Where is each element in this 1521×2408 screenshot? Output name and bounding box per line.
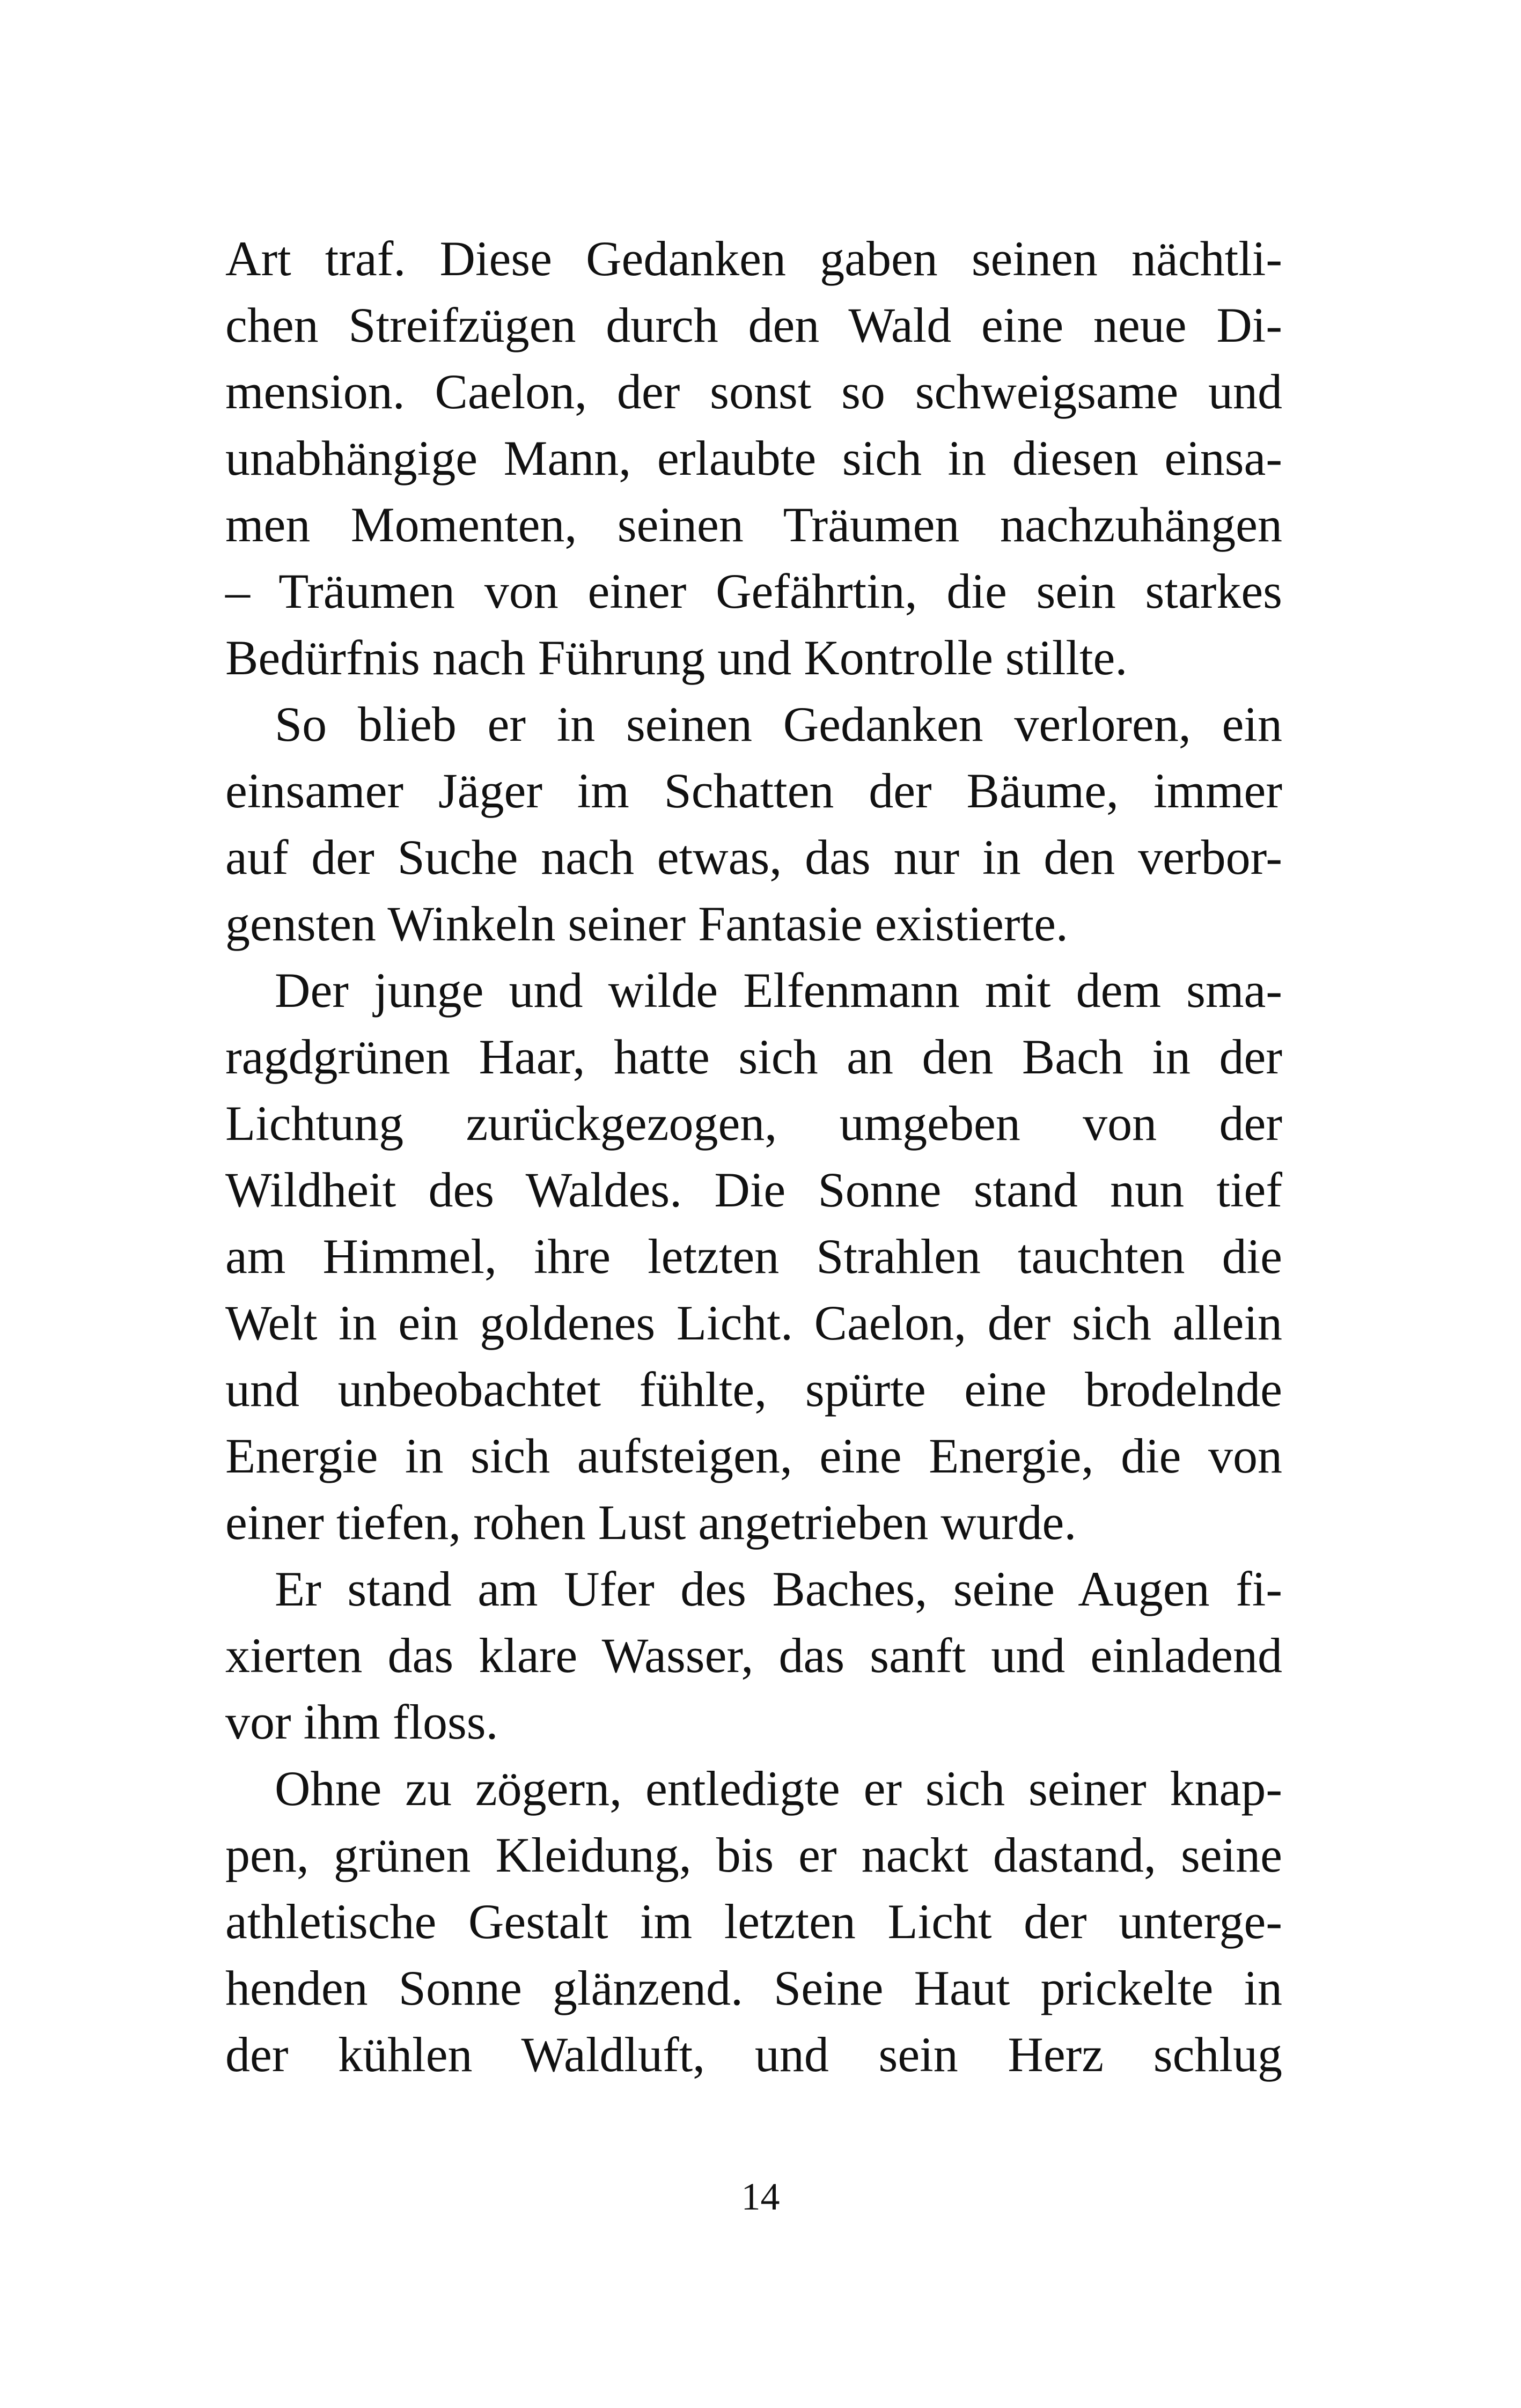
text-line: Ohne zu zögern, entledigte er sich seiner knap- — [275, 1761, 1282, 1816]
text-line: Bedürfnis nach Führung und Kontrolle stillte. — [225, 630, 1128, 685]
text-line: So blieb er in seinen Gedanken verloren, ein — [275, 697, 1282, 752]
text-line: Lichtung zurückgezogen, umgeben von der — [225, 1096, 1282, 1151]
text-line: xierten das klare Wasser, das sanft und einladend — [225, 1628, 1282, 1683]
text-line: chen Streifzügen durch den Wald eine neue Di- — [225, 298, 1282, 352]
text-line: Der junge und wilde Elfenmann mit dem sma- — [275, 963, 1282, 1018]
body-text — [225, 225, 1282, 2088]
text-line: unabhängige Mann, erlaubte sich in diesen einsa- — [225, 431, 1282, 485]
text-line: men Momenten, seinen Träumen nachzuhängen — [225, 497, 1282, 552]
text-line: – Träumen von einer Gefährtin, die sein starkes — [225, 564, 1282, 618]
text-line: Art traf. Diese Gedanken gaben seinen nächtli- — [225, 231, 1282, 286]
page-number: 14 — [741, 2175, 780, 2218]
text-line: am Himmel, ihre letzten Strahlen tauchten die — [225, 1229, 1282, 1284]
text-line: henden Sonne glänzend. Seine Haut prickelte in — [225, 1961, 1282, 2015]
text-line: einsamer Jäger im Schatten der Bäume, immer — [225, 763, 1282, 818]
text-line: athletische Gestalt im letzten Licht der unterge- — [225, 1894, 1282, 1949]
text-line: Welt in ein goldenes Licht. Caelon, der sich allein — [225, 1295, 1282, 1350]
text-line: Wildheit des Waldes. Die Sonne stand nun tief — [225, 1162, 1282, 1217]
text-line: vor ihm floss. — [225, 1695, 498, 1749]
text-line: gensten Winkeln seiner Fantasie existierte. — [225, 896, 1068, 951]
text-line: auf der Suche nach etwas, das nur in den verbor- — [225, 830, 1282, 885]
text-line: ragdgrünen Haar, hatte sich an den Bach in der — [225, 1029, 1282, 1084]
text-line: Er stand am Ufer des Baches, seine Augen fi- — [275, 1562, 1282, 1616]
text-line: der kühlen Waldluft, und sein Herz schlug — [225, 2027, 1282, 2082]
text-line: pen, grünen Kleidung, bis er nackt dastand, seine — [225, 1828, 1282, 1882]
text-line: mension. Caelon, der sonst so schweigsame und — [225, 364, 1282, 419]
text-line: Energie in sich aufsteigen, eine Energie, die von — [225, 1428, 1282, 1483]
text-line: einer tiefen, rohen Lust angetrieben wurde. — [225, 1495, 1077, 1550]
text-line: und unbeobachtet fühlte, spürte eine brodelnde — [225, 1362, 1282, 1417]
